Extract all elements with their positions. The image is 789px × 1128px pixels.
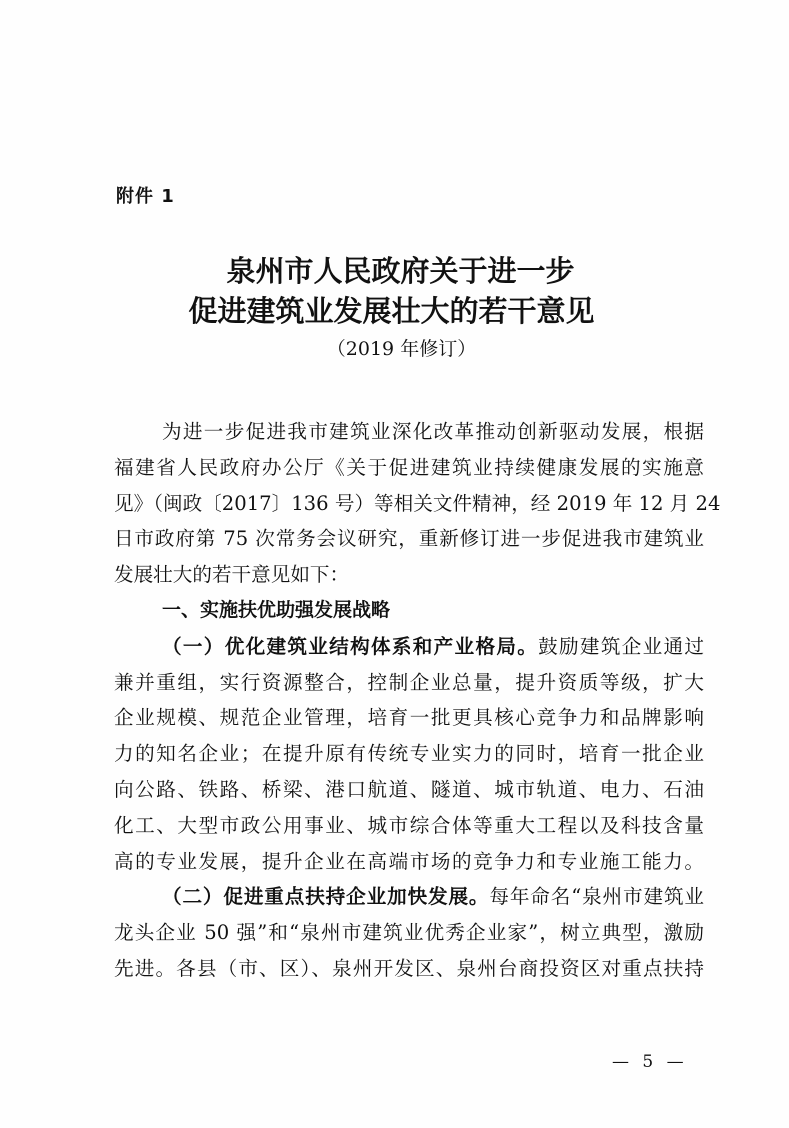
section-heading: 一、实施扶优助强发展战略 xyxy=(162,598,391,621)
item-2-lead: （二）促进重点扶持企业加快发展。 xyxy=(162,885,490,909)
intro-line: 发展壮大的若干意见如下： xyxy=(114,563,350,587)
document-body xyxy=(114,414,721,987)
item-1-first-line xyxy=(114,629,704,665)
page-number: — 5 — xyxy=(612,1052,688,1072)
intro-line: 日市政府第 75 次常务会议研究，重新修订进一步促进我市建筑业 xyxy=(114,527,704,551)
document-title-line-1: 泉州市人民政府关于进一步 xyxy=(226,254,575,288)
item-1-line: 力的知名企业；在提升原有传统专业实力的同时，培育一批企业 xyxy=(114,742,704,766)
document-title-line-2: 促进建筑业发展壮大的若干意见 xyxy=(188,294,595,328)
item-1-line: 向公路、铁路、桥梁、港口航道、隧道、城市轨道、电力、石油 xyxy=(114,777,704,801)
item-1-line: 企业规模、规范企业管理，培育一批更具核心竞争力和品牌影响 xyxy=(114,706,704,730)
revision-subtitle: （2019 年修订） xyxy=(326,338,477,360)
item-2-line: 先进。各县（市、区）、泉州开发区、泉州台商投资区对重点扶持 xyxy=(114,956,704,980)
attachment-label: 附件 1 xyxy=(116,186,175,207)
item-1-line: 高的专业发展，提升企业在高端市场的竞争力和专业施工能力。 xyxy=(114,849,704,873)
intro-line: 为进一步促进我市建筑业深化改革推动创新驱动发展，根据 xyxy=(162,420,704,443)
item-1-line: 兼并重组，实行资源整合，控制企业总量，提升资质等级，扩大 xyxy=(114,670,704,694)
intro-line: 福建省人民政府办公厅《关于促进建筑业持续健康发展的实施意 xyxy=(114,455,704,479)
intro-line: 见》（闽政〔2017〕136 号）等相关文件精神，经 2019 年 12 月 24 xyxy=(114,491,721,515)
item-2-first-line-rest: 每年命名“泉州市建筑业 xyxy=(489,885,704,909)
item-1-line: 化工、大型市政公用事业、城市综合体等重大工程以及科技含量 xyxy=(114,813,704,837)
item-2-first-line xyxy=(114,879,704,915)
item-1-lead: （一）优化建筑业结构体系和产业格局。 xyxy=(162,634,539,658)
item-1-first-line-rest: 鼓励建筑企业通过 xyxy=(538,634,705,658)
item-2-line: 龙头企业 50 强”和“泉州市建筑业优秀企业家”，树立典型，激励 xyxy=(114,921,704,945)
